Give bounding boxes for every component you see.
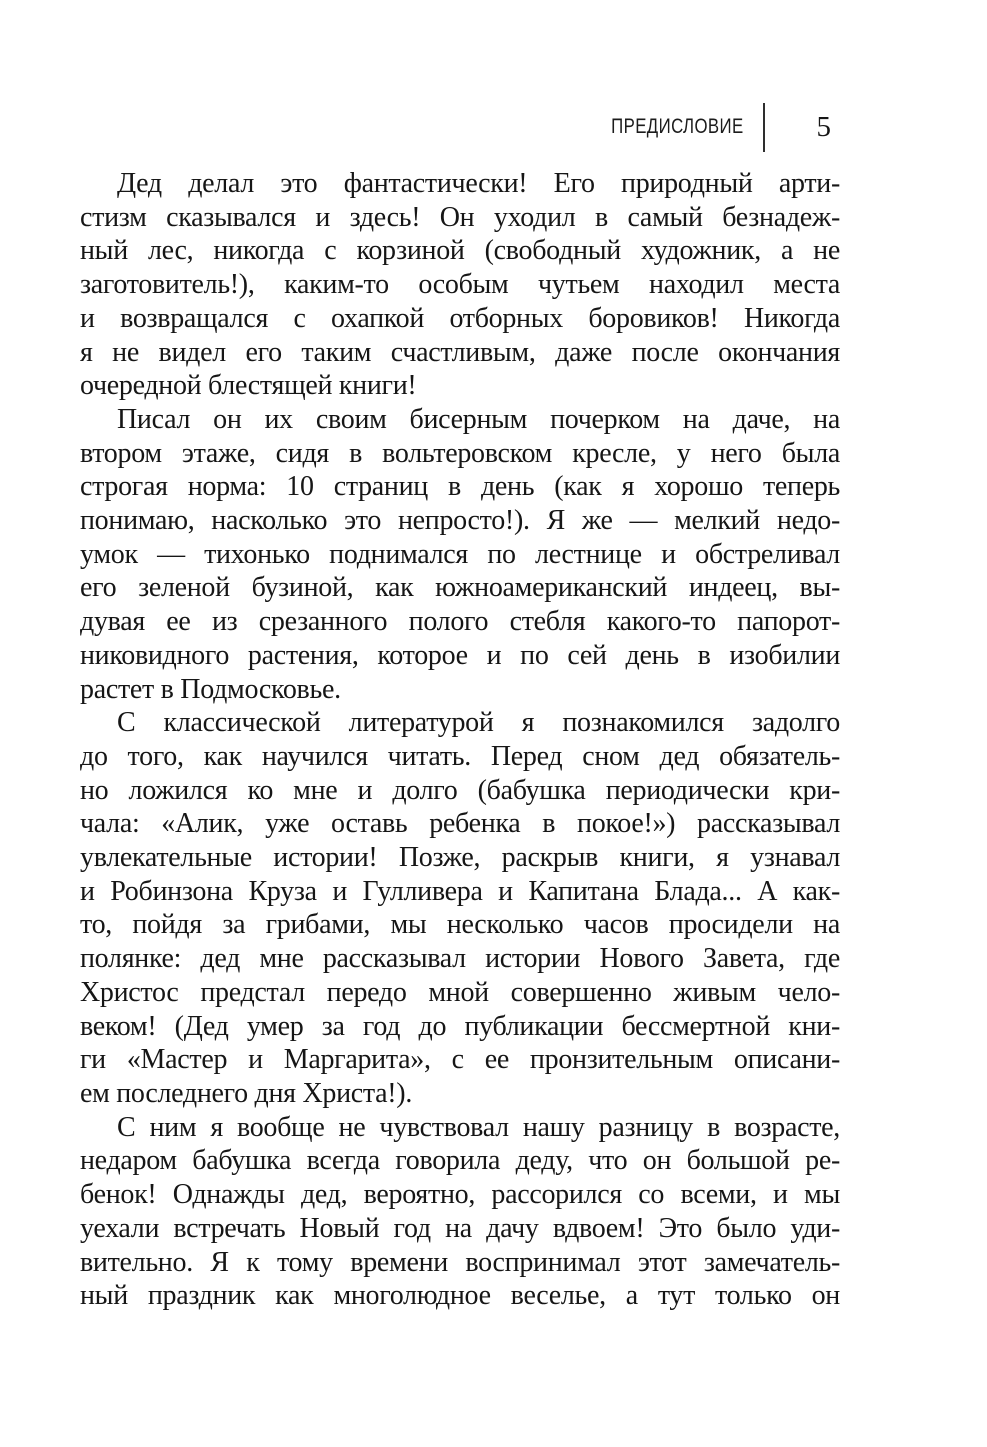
running-head bbox=[80, 101, 840, 153]
text-line: Христос предстал передо мной совершенно живым чело- bbox=[80, 976, 840, 1008]
text-line: стизм сказывался и здесь! Он уходил в самый безнадеж- bbox=[80, 201, 840, 233]
text-line: ем последнего дня Христа!). bbox=[80, 1077, 413, 1109]
text-line: увлекательные истории! Позже, раскрыв книги, я узнавал bbox=[80, 842, 840, 874]
text-line: очередной блестящей книги! bbox=[80, 370, 417, 402]
text-line: С ним я вообще не чувствовал нашу разницу в возрасте, bbox=[117, 1111, 840, 1143]
text-line: умок — тихонько поднимался по лестнице и обстреливал bbox=[80, 538, 840, 570]
paragraph bbox=[80, 167, 840, 403]
text-line: дувая ее из срезанного полого стебля какого-то папорот- bbox=[80, 606, 840, 638]
text-line: чала: «Алик, уже оставь ребенка в покое!») рассказывал bbox=[80, 808, 840, 840]
text-line: Дед делал это фантастически! Его природный арти- bbox=[117, 168, 840, 199]
text-line: я не видел его таким счастливым, даже после окончания bbox=[80, 336, 840, 368]
text-line: и Робинзона Круза и Гулливера и Капитана Блада... А как- bbox=[80, 875, 840, 907]
section-title: ПРЕДИСЛОВИЕ bbox=[611, 115, 744, 138]
text-line: С классической литературой я познакомился задолго bbox=[117, 707, 840, 739]
text-line: до того, как научился читать. Перед сном дед обязатель- bbox=[80, 740, 840, 772]
text-line: понимаю, насколько это непросто!). Я же — мелкий недо- bbox=[80, 505, 840, 537]
page-body bbox=[80, 167, 840, 1313]
text-line: вительно. Я к тому времени воспринимал этот замечатель- bbox=[80, 1246, 840, 1278]
text-line: ги «Мастер и Маргарита», с ее пронзительным описани- bbox=[80, 1044, 840, 1076]
paragraph bbox=[80, 403, 840, 706]
text-line: и возвращался с охапкой отборных боровиков! Никогда bbox=[80, 302, 840, 334]
text-line: уехали встречать Новый год на дачу вдвоем! Это было уди- bbox=[80, 1212, 840, 1244]
text-line: заготовитель!), каким-то особым чутьем находил места bbox=[80, 269, 840, 301]
text-line: растет в Подмосковье. bbox=[80, 673, 341, 705]
text-line: то, пойдя за грибами, мы несколько часов просидели на bbox=[80, 909, 840, 941]
text-line: но ложился ко мне и долго (бабушка периодически кри- bbox=[80, 774, 840, 806]
text-line: Писал он их своим бисерным почерком на даче, на bbox=[117, 403, 840, 435]
text-line: бенок! Однажды дед, вероятно, рассорился со всеми, и мы bbox=[80, 1179, 840, 1211]
paragraph bbox=[80, 1111, 840, 1313]
text-line: никовидного растения, которое и по сей день в изобилии bbox=[80, 639, 840, 671]
text-line: строгая норма: 10 страниц в день (как я хорошо теперь bbox=[80, 471, 840, 503]
text-line: ный праздник как многолюдное веселье, а тут только он bbox=[80, 1280, 840, 1312]
text-line: его зеленой бузиной, как южноамериканский индеец, вы- bbox=[80, 572, 840, 604]
text-line: втором этаже, сидя в вольтеровском кресле, у него была bbox=[80, 437, 840, 469]
text-line: полянке: дед мне рассказывал истории Нового Завета, где bbox=[80, 943, 840, 975]
paragraph bbox=[80, 706, 840, 1110]
page-number: 5 bbox=[816, 110, 831, 143]
text-line: веком! (Дед умер за год до публикации бессмертной кни- bbox=[80, 1010, 840, 1042]
text-line: ный лес, никогда с корзиной (свободный художник, а не bbox=[80, 235, 840, 267]
text-line: недаром бабушка всегда говорила деду, что он большой ре- bbox=[80, 1145, 840, 1177]
